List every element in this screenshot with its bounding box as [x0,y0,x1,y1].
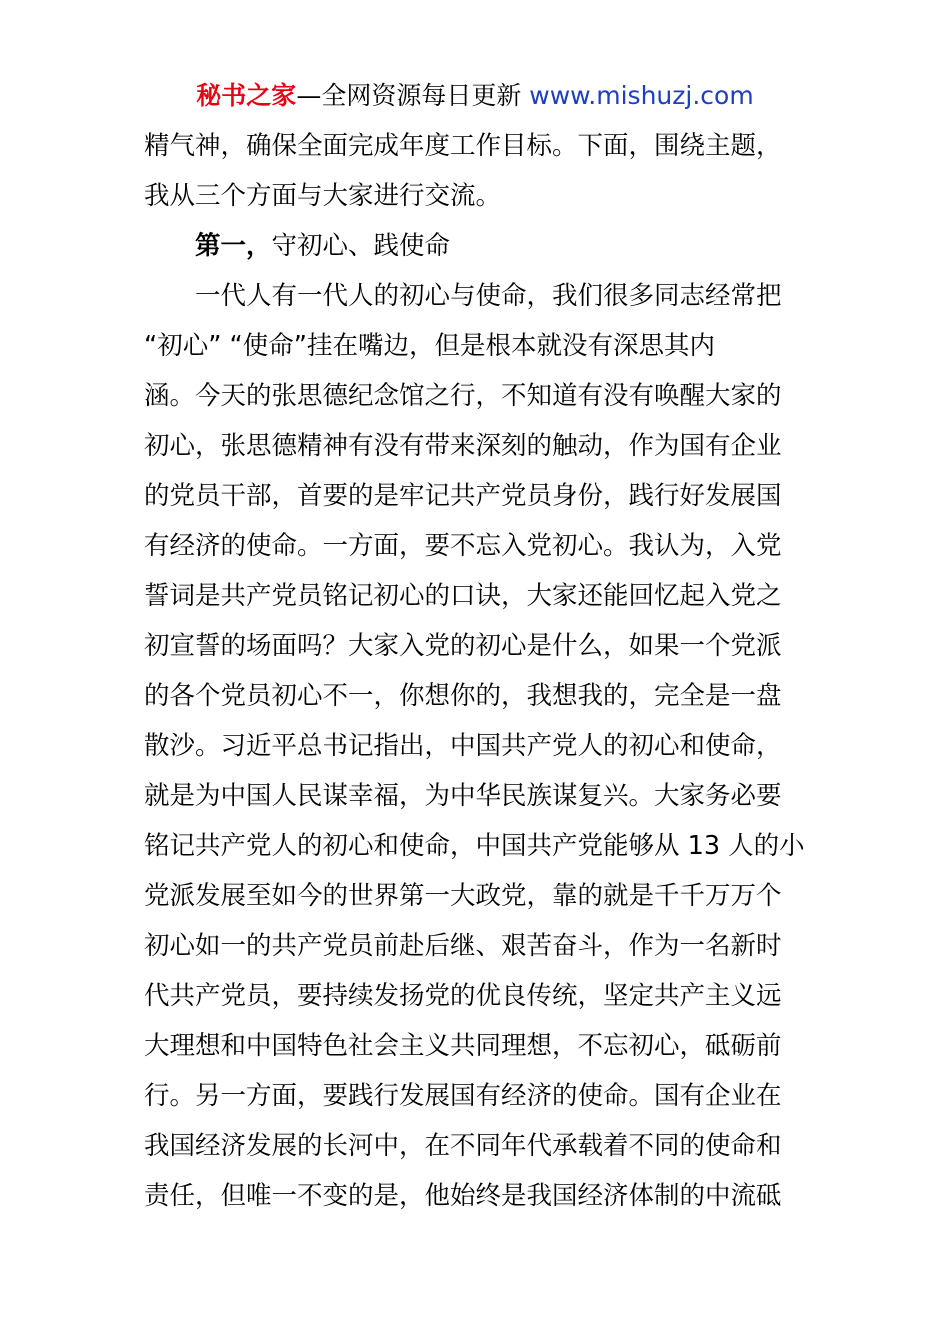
paragraph-line: 初宣誓的场面吗？大家入党的初心是什么，如果一个党派 [144,631,782,661]
paragraph-line: 行。另一方面，要践行发展国有经济的使命。国有企业在 [144,1081,782,1111]
paragraph-line: 就是为中国人民谋幸福，为中华民族谋复兴。大家务必要 [144,781,782,811]
section-heading-title: 守初心、践使命 [271,231,451,261]
paragraph-line: 我国经济发展的长河中，在不同年代承载着不同的使命和 [144,1131,782,1161]
intro-line: 我从三个方面与大家进行交流。 [144,181,502,211]
paragraph-line: 涵。今天的张思德纪念馆之行，不知道有没有唤醒大家的 [144,381,782,411]
section-heading-number: 第一， [195,231,272,261]
section-heading [144,221,808,271]
paragraph-line: 的党员干部，首要的是牢记共产党员身份，践行好发展国 [144,481,782,511]
paragraph-line: 大理想和中国特色社会主义共同理想，不忘初心，砥砺前 [144,1031,782,1061]
document-body [144,121,808,1221]
site-tagline: —全网资源每日更新 [296,81,530,110]
paragraph-line: “初心” “使命”挂在嘴边，但是根本就没有深思其内 [144,331,715,361]
paragraph [144,271,808,1221]
intro-line: 精气神，确保全面完成年度工作目标。下面，围绕主题， [144,131,782,161]
page-header [0,80,950,112]
paragraph-line: 散沙。习近平总书记指出，中国共产党人的初心和使命， [144,731,782,761]
paragraph-line: 初心如一的共产党员前赴后继、艰苦奋斗，作为一名新时 [144,931,782,961]
paragraph-line: 有经济的使命。一方面，要不忘入党初心。我认为，入党 [144,531,782,561]
paragraph-line: 代共产党员，要持续发扬党的优良传统，坚定共产主义远 [144,981,782,1011]
paragraph-line: 铭记共产党人的初心和使命，中国共产党能够从 13 人的小 [144,831,805,861]
paragraph-line: 党派发展至如今的世界第一大政党，靠的就是千千万万个 [144,881,782,911]
paragraph-line: 一代人有一代人的初心与使命，我们很多同志经常把 [195,281,782,311]
paragraph-line: 责任，但唯一不变的是，他始终是我国经济体制的中流砥 [144,1181,782,1211]
paragraph-line: 誓词是共产党员铭记初心的口诀，大家还能回忆起入党之 [144,581,782,611]
site-brand: 秘书之家 [196,81,297,110]
paragraph-line: 初心，张思德精神有没有带来深刻的触动，作为国有企业 [144,431,782,461]
paragraph-line: 的各个党员初心不一，你想你的，我想我的，完全是一盘 [144,681,782,711]
site-url-link[interactable]: www.mishuzj.com [529,81,754,110]
